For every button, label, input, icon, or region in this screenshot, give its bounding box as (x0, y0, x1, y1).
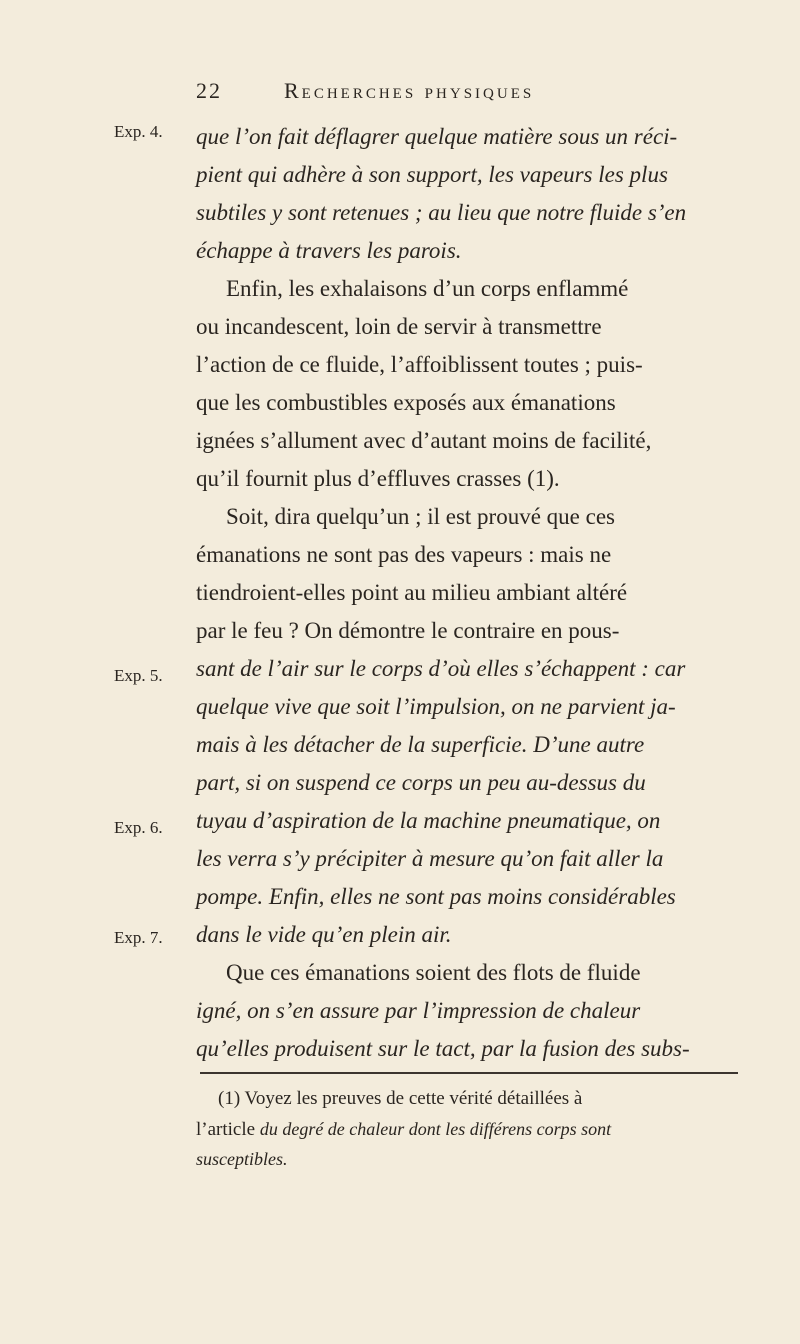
text-line: Enfin, les exhalaisons d’un corps enflammé (226, 276, 629, 301)
text-line: les verra s’y précipiter à mesure qu’on fait aller la (196, 846, 664, 871)
text-line: qu’il fournit plus d’effluves crasses (1). (196, 466, 560, 491)
running-title: Recherches physiques (284, 78, 535, 103)
margin-note-exp7: Exp. 7. (114, 928, 163, 947)
margin-note-exp5: Exp. 5. (114, 666, 163, 685)
text-line: l’action de ce fluide, l’affoiblissent toutes ; puis- (196, 352, 643, 377)
footnote-text: l’article (196, 1119, 256, 1140)
footnote-line (196, 1114, 744, 1145)
footnote-line (196, 1144, 744, 1175)
text-line: ou incandescent, loin de servir à transmettre (196, 314, 602, 339)
text-line: ignées s’allument avec d’autant moins de facilité, (196, 428, 652, 453)
page-number: 22 (196, 78, 222, 103)
text-line: quelque vive que soit l’impulsion, on ne parvient ja- (196, 694, 676, 719)
text-line: igné, on s’en assure par l’impression de chaleur (196, 998, 641, 1023)
text-line: que les combustibles exposés aux émanations (196, 390, 616, 415)
text-line: part, si on suspend ce corps un peu au-dessus du (196, 770, 646, 795)
margin-note-exp4: Exp. 4. (114, 122, 163, 141)
text-line: Soit, dira quelqu’un ; il est prouvé que ces (226, 504, 616, 529)
text-line: sant de l’air sur le corps d’où elles s’échappent : car (196, 656, 686, 681)
footnote-italic-text: susceptibles. (196, 1149, 288, 1169)
text-line: échappe à travers les parois. (196, 238, 462, 263)
text-line: pompe. Enfin, elles ne sont pas moins considérables (196, 884, 676, 909)
margin-note-exp6: Exp. 6. (114, 818, 163, 837)
footnote-italic-text: du degré de chaleur dont les différens corps sont (259, 1119, 612, 1139)
text-line: par le feu ? On démontre le contraire en pous- (196, 618, 620, 643)
text-line: que l’on fait déflagrer quelque matière sous un réci- (196, 124, 678, 149)
text-line: qu’elles produisent sur le tact, par la fusion des subs- (196, 1036, 690, 1061)
footnote-line: (1) Voyez les preuves de cette vérité détaillées à (218, 1088, 583, 1109)
text-line: tiendroient-elles point au milieu ambiant altéré (196, 580, 628, 605)
text-line: mais à les détacher de la superficie. D’une autre (196, 732, 645, 757)
text-line: subtiles y sont retenues ; au lieu que notre fluide s’en (196, 200, 687, 225)
text-line: Que ces émanations soient des flots de fluide (226, 960, 641, 985)
footnote-rule (200, 1072, 738, 1074)
text-line: tuyau d’aspiration de la machine pneumatique, on (196, 808, 661, 833)
text-line: dans le vide qu’en plein air. (196, 922, 452, 947)
text-line: pient qui adhère à son support, les vapeurs les plus (196, 162, 668, 187)
text-line: émanations ne sont pas des vapeurs : mais ne (196, 542, 612, 567)
